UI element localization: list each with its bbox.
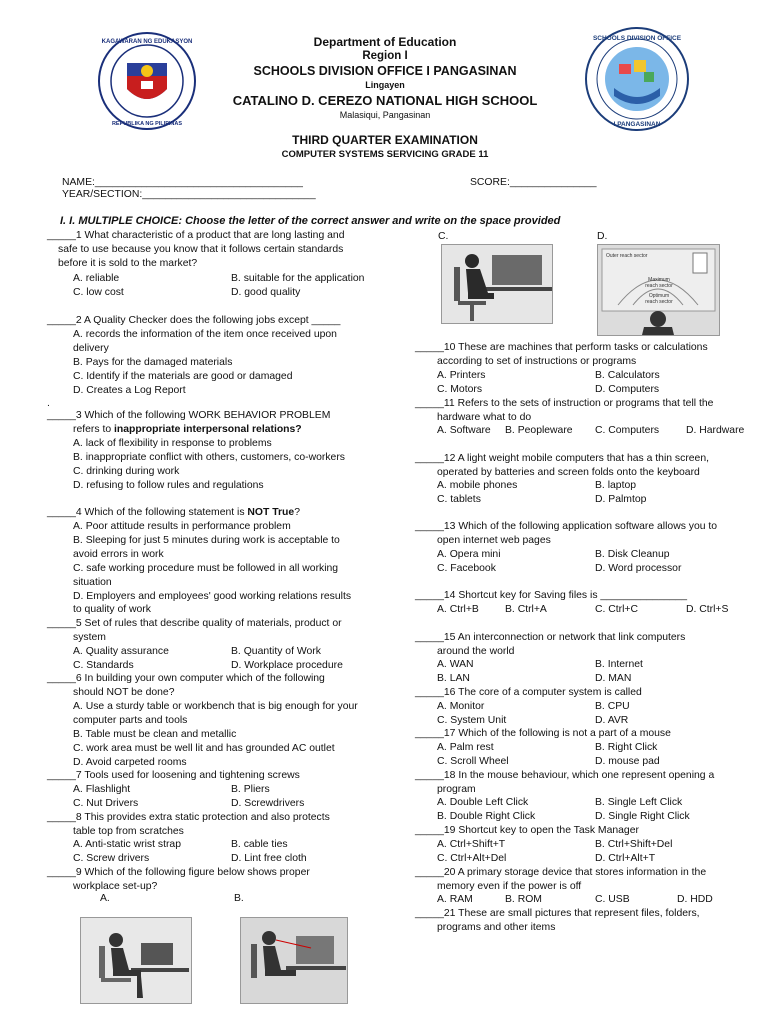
question-17-option: C. Scroll Wheel: [437, 755, 509, 767]
question-12: operated by batteries and screen folds onto the keyboard: [437, 466, 700, 478]
q6-option: should NOT be done?: [73, 687, 175, 698]
q3-option: A. lack of flexibility in response to problems: [73, 438, 272, 449]
q6-option: computer parts and tools: [73, 714, 188, 726]
q4-option: situation: [73, 576, 112, 588]
q6-option: D. Avoid carpeted rooms: [73, 756, 187, 768]
figure-c-image: [441, 244, 553, 324]
separator-dot: .: [47, 398, 50, 409]
question-10-option: B. Calculators: [595, 370, 660, 381]
figure-d-label: D.: [597, 231, 608, 242]
q2-option: C. Identify if the materials are good or damaged: [73, 370, 293, 382]
svg-text:KAGAWARAN NG EDUKASYON: KAGAWARAN NG EDUKASYON: [101, 39, 193, 45]
question-7-line: _____7 Tools used for loosening and tightening screws: [47, 770, 300, 781]
question-17-option: D. mouse pad: [595, 755, 660, 767]
question-13-option: B. Disk Cleanup: [595, 549, 670, 560]
question-19-option: C. Ctrl+Alt+Del: [437, 852, 507, 864]
question-11: _____11 Refers to the sets of instruction or programs that tell the: [415, 398, 714, 409]
question-11-option: A. Software: [437, 425, 491, 436]
q2-option: B. Pays for the damaged materials: [73, 356, 233, 368]
question-16-option: B. CPU: [595, 701, 630, 712]
q7-option: D. Screwdrivers: [231, 797, 305, 809]
question-20: memory even if the power is off: [437, 880, 582, 892]
question-15-option: B. LAN: [437, 672, 470, 684]
figure-a-label: A.: [100, 893, 110, 904]
question-13: _____13 Which of the following application software allows you to: [415, 521, 718, 532]
q4-text: ?: [294, 507, 300, 518]
question-10: _____10 These are machines that perform tasks or calculations: [415, 342, 708, 353]
question-19-option: B. Ctrl+Shift+Del: [595, 839, 673, 850]
q8-option: B. cable ties: [231, 839, 288, 850]
figure-d-max-label: Maximum reach sector: [645, 277, 673, 289]
question-11: hardware what to do: [437, 411, 532, 423]
subject-title: COMPUTER SYSTEMS SERVICING GRADE 11: [281, 149, 489, 160]
question-18: _____18 In the mouse behaviour, which one represent opening a: [415, 770, 715, 781]
question-8-line: _____8 This provides extra static protection and also protects: [47, 812, 330, 823]
city: Lingayen: [365, 80, 405, 90]
question-17: _____17 Which of the following is not a part of a mouse: [415, 728, 671, 739]
question-12-option: C. tablets: [437, 493, 481, 505]
q4-option: A. Poor attitude results in performance problem: [73, 521, 291, 532]
figure-d-image: [597, 244, 720, 336]
question-16: _____16 The core of a computer system is called: [415, 687, 642, 698]
question-5-line: system: [73, 632, 106, 643]
question-10-option: C. Motors: [437, 383, 483, 395]
figure-b-image: [240, 917, 348, 1004]
q1-option: B. suitable for the application: [231, 273, 365, 284]
question-13-option: D. Word processor: [595, 562, 682, 574]
question-15: _____15 An interconnection or network that link computers: [415, 632, 686, 643]
question-19-option: D. Ctrl+Alt+T: [595, 852, 656, 864]
figure-a-image: [80, 917, 192, 1004]
q3-option: C. drinking during work: [73, 465, 180, 477]
question-21: programs and other items: [437, 921, 556, 933]
q8-option: D. Lint free cloth: [231, 852, 307, 864]
question-3-line: [73, 423, 302, 437]
q3-option: D. refusing to follow rules and regulations: [73, 479, 264, 491]
q3-option: B. inappropriate conflict with others, customers, co-workers: [73, 451, 345, 463]
question-11-option: C. Computers: [595, 425, 660, 436]
svg-text:REPUBLIKA NG PILIPINAS: REPUBLIKA NG PILIPINAS: [111, 121, 183, 127]
region: Region I: [362, 50, 408, 62]
question-14-option: B. Ctrl+A: [505, 604, 547, 615]
q5-option: A. Quality assurance: [73, 646, 169, 657]
figure-b-label: B.: [234, 893, 244, 904]
q1-option: C. low cost: [73, 286, 124, 298]
year-section-field[interactable]: YEAR/SECTION:______________________________: [62, 189, 316, 200]
q4-option: B. Sleeping for just 5 minutes during work is acceptable to: [73, 534, 340, 546]
exam-title: THIRD QUARTER EXAMINATION: [292, 133, 478, 147]
q6-option: B. Table must be clean and metallic: [73, 728, 237, 740]
question-19-option: A. Ctrl+Shift+T: [437, 839, 506, 850]
q4-option: to quality of work: [73, 604, 151, 616]
q6-option: A. Use a sturdy table or workbench that is big enough for your: [73, 700, 358, 712]
q4-text: _____4 Which of the following statement is: [47, 507, 248, 518]
question-1-line: before it is sold to the market?: [58, 257, 198, 269]
question-14: _____14 Shortcut key for Saving files is _______________: [415, 590, 688, 601]
question-11-option: B. Peopleware: [505, 425, 573, 436]
question-13-option: A. Opera mini: [437, 549, 501, 560]
question-11-option: D. Hardware: [686, 425, 745, 436]
question-2-line: _____2 A Quality Checker does the following jobs except _____: [47, 315, 341, 326]
q7-option: C. Nut Drivers: [73, 797, 139, 809]
section-heading: I. I. MULTIPLE CHOICE: Choose the letter of the correct answer and write on the space provided: [60, 215, 561, 227]
name-field[interactable]: NAME:____________________________________: [62, 177, 303, 188]
question-20-option: A. RAM: [437, 894, 473, 905]
q5-option: C. Standards: [73, 659, 134, 671]
school-address: Malasiqui, Pangasinan: [339, 110, 431, 120]
division-office: SCHOOLS DIVISION OFFICE I PANGASINAN: [253, 64, 517, 78]
question-14-option: C. Ctrl+C: [595, 604, 639, 615]
question-15-option: D. MAN: [595, 672, 632, 684]
question-17-option: A. Palm rest: [437, 742, 494, 753]
question-6-line: _____6 In building your own computer which of the following: [47, 673, 325, 684]
figure-d-outer-label: Outer reach sector: [606, 253, 648, 259]
question-18-option: B. Single Left Click: [595, 797, 683, 808]
q4-text: NOT True: [247, 507, 295, 518]
q1-option: A. reliable: [73, 273, 120, 284]
q7-option: B. Pliers: [231, 784, 270, 795]
q6-option: C. work area must be well lit and has grounded AC outlet: [73, 742, 335, 754]
question-4-line: [47, 506, 300, 520]
question-13: open internet web pages: [437, 534, 551, 546]
question-20: _____20 A primary storage device that stores information in the: [415, 867, 707, 878]
q7-option: A. Flashlight: [73, 784, 131, 795]
question-18: program: [437, 783, 476, 795]
q8-option: C. Screw drivers: [73, 852, 150, 864]
question-15-option: B. Internet: [595, 659, 643, 670]
question-18-option: D. Single Right Click: [595, 810, 690, 822]
question-10: according to set of instructions or programs: [437, 355, 637, 367]
q3-bold-text: inappropriate interpersonal relations?: [114, 424, 302, 435]
question-21: _____21 These are small pictures that represent files, folders,: [415, 908, 700, 919]
figure-c-label: C.: [438, 231, 449, 242]
q4-option: C. safe working procedure must be followed in all working: [73, 562, 339, 574]
question-16-option: A. Monitor: [437, 701, 485, 712]
score-field[interactable]: SCORE:_______________: [470, 177, 597, 188]
q4-option: avoid errors in work: [73, 548, 164, 560]
question-20-option: B. ROM: [505, 894, 542, 905]
question-16-option: D. AVR: [595, 714, 629, 726]
svg-text:SCHOOLS DIVISION OFFICE: SCHOOLS DIVISION OFFICE: [592, 35, 682, 42]
q5-option: B. Quantity of Work: [231, 646, 321, 657]
question-9-line: workplace set-up?: [73, 881, 158, 892]
q2-option: D. Creates a Log Report: [73, 384, 186, 396]
question-18-option: A. Double Left Click: [437, 797, 529, 808]
question-15-option: A. WAN: [437, 659, 474, 670]
question-3-line: _____3 Which of the following WORK BEHAVIOR PROBLEM: [47, 410, 331, 421]
question-14-option: A. Ctrl+B: [437, 604, 479, 615]
school-name: CATALINO D. CEREZO NATIONAL HIGH SCHOOL: [232, 93, 538, 108]
q5-option: D. Workplace procedure: [231, 659, 343, 671]
question-16-option: C. System Unit: [437, 714, 507, 726]
q8-option: A. Anti-static wrist strap: [73, 839, 181, 850]
q2-option: A. records the information of the item once received upon: [73, 329, 337, 340]
question-1-line: _____1 What characteristic of a product that are long lasting and: [47, 230, 345, 241]
question-17-option: B. Right Click: [595, 742, 658, 753]
question-1-line: safe to use because you know that it follows certain standards: [58, 243, 344, 255]
question-18-option: B. Double Right Click: [437, 810, 536, 822]
question-9-line: _____9 Which of the following figure below shows proper: [47, 867, 310, 878]
question-19: _____19 Shortcut key to open the Task Manager: [415, 825, 639, 836]
question-5-line: _____5 Set of rules that describe quality of materials, product or: [47, 618, 342, 629]
q3-text: refers to: [73, 424, 114, 435]
question-20-option: C. USB: [595, 894, 630, 905]
question-15: around the world: [437, 645, 515, 657]
question-12-option: D. Palmtop: [595, 493, 647, 505]
figure-d-opt-label: Optimum reach sector: [645, 293, 673, 305]
q2-option: delivery: [73, 342, 109, 354]
question-12-option: A. mobile phones: [437, 480, 518, 491]
question-10-option: A. Printers: [437, 370, 486, 381]
question-12: _____12 A light weight mobile computers that has a thin screen,: [415, 453, 710, 464]
question-20-option: D. HDD: [677, 894, 713, 905]
svg-text:I PANGASINAN: I PANGASINAN: [613, 121, 661, 128]
q1-option: D. good quality: [231, 286, 301, 298]
division-office-logo: [584, 26, 690, 132]
question-13-option: C. Facebook: [437, 562, 496, 574]
dept-title: Department of Education: [313, 35, 457, 49]
question-12-option: B. laptop: [595, 480, 637, 491]
question-8-line: table top from scratches: [73, 826, 184, 837]
q4-option: D. Employers and employees' good working relations results: [73, 590, 352, 602]
question-14-option: D. Ctrl+S: [686, 604, 729, 615]
question-10-option: D. Computers: [595, 383, 660, 395]
